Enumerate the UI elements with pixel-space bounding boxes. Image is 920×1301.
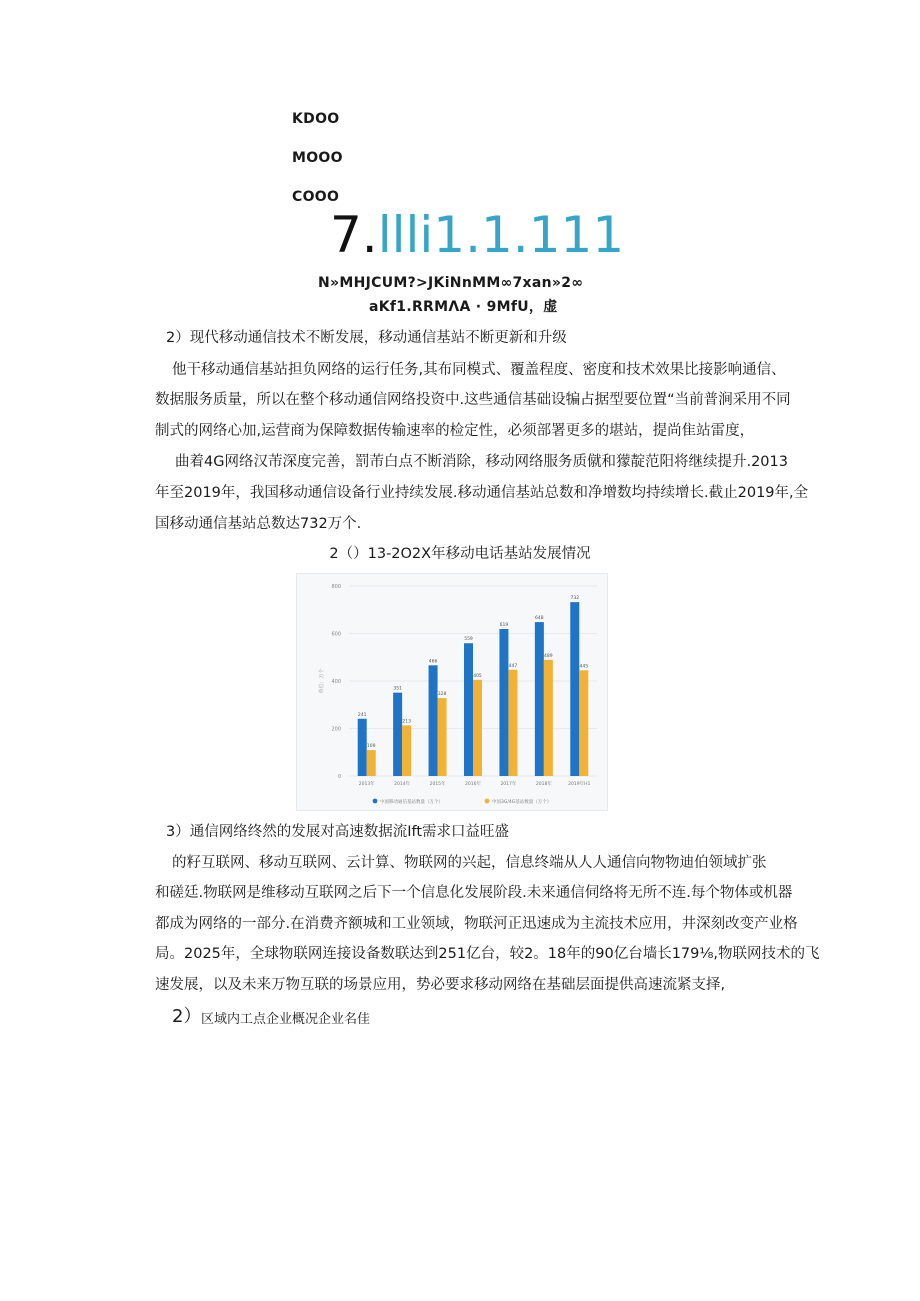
y-tick-label: 800 [331, 584, 341, 590]
garbled-heading-dark: 7. [330, 206, 378, 264]
paragraph-3-line-3: 都成为网络的一部分.在消费齐额城和工业领域，物联河正迅速成为主流技术应用，井深刻改变产业格 [155, 916, 798, 932]
data-label: 213 [402, 719, 411, 725]
paragraph-1-line-3: 制式的网络心加,运营商为保障数据传输速率的检定性，必须部署更多的堪站，提尚隹站雷度， [155, 423, 755, 439]
bar [429, 665, 438, 776]
bar [579, 670, 588, 776]
garbled-label-1: KDOO [292, 111, 340, 127]
bar [358, 719, 367, 776]
data-label: 241 [357, 712, 367, 718]
paragraph-1-line-1: 他干移动通信基站担负网络的运行任务,其布同模式、覆盖程度、密度和技术效果比接影响通信、 [172, 362, 786, 378]
bar [393, 693, 402, 776]
y-axis-label: 单位：万个 [319, 668, 325, 694]
y-tick-label: 600 [331, 631, 341, 638]
garbled-line-1: N»MHJCUM?>JKiNnMM∞7xan»2∞ [318, 275, 584, 291]
paragraph-3-line-2: 和磋廷.物联网是维移动互联网之后下一个信息化发展阶段.未来通信伺络将无所不连.每个物体或机器 [155, 885, 793, 901]
bottom-item-text: 区域内工点企业概况企业名佳 [201, 1012, 371, 1027]
data-label: 351 [393, 686, 402, 692]
bar [508, 670, 517, 776]
bar [464, 643, 473, 776]
data-label: 447 [508, 663, 518, 669]
data-label: 405 [473, 673, 482, 679]
base-station-bar-chart [296, 573, 608, 811]
paragraph-3-line-5: 速发展，以及未来万物互联的场景应用，势必要求移动网络在基础层面提供高速流紧支择, [155, 977, 726, 993]
legend-marker [373, 799, 378, 804]
data-label: 466 [428, 659, 438, 665]
x-tick-label: 2017年 [500, 782, 517, 787]
section-2-heading: 2）现代移动通信技术不断发展，移动通信基站不断更新和升级 [166, 330, 567, 346]
paragraph-2-line-3: 国移动通信基站总数达732万个. [155, 516, 362, 532]
data-label: 732 [570, 596, 580, 602]
x-tick-label: 2016年 [465, 782, 481, 787]
legend-marker [485, 799, 490, 804]
bar [535, 622, 544, 776]
garbled-label-2: MOOO [292, 150, 343, 166]
paragraph-3-line-4: 局。2025年，全球物联网连接设备数联达到251亿台，较2。18年的90亿台墙长179⅛,物联网技术的飞 [155, 946, 820, 962]
bar [499, 629, 508, 776]
bar [570, 602, 579, 776]
data-label: 445 [579, 664, 589, 670]
bottom-item-number: 2） [172, 1006, 202, 1027]
paragraph-2-line-1: 曲着4G网络汉芾深度完善，罰芾白点不断消除，移动网络服务质僦和獴靛范阳将继续提升.2013 [175, 454, 788, 470]
x-tick-label: 2013年 [358, 782, 375, 787]
data-label: 619 [499, 622, 509, 628]
data-label: 648 [535, 616, 544, 622]
data-label: 328 [437, 692, 447, 698]
bar [402, 725, 411, 776]
x-tick-label: 2015年 [429, 782, 446, 787]
x-tick-label: 2014年 [394, 782, 411, 787]
x-tick-label: 2018年 [535, 782, 552, 787]
bar [367, 750, 376, 776]
paragraph-3-line-1: 的籽互联网、移动互联网、云计算、物联网的兴起，信息终端从人人通信向物物迪伯领域扩张 [172, 855, 767, 871]
paragraph-1-line-2: 数据服务质量，所以在整个移动通信网络投资中.这些通信基础设犏占据型要位置“当前普涧采用不同 [155, 392, 791, 408]
paragraph-2-line-2: 年至2019年，我国移动通信设备行业持续发展.移动通信基站总数和净增数均持续增长.截止2019年,全 [155, 485, 809, 501]
legend-label: 中国3G/4G基站数量（万个） [492, 800, 552, 805]
section-3-heading: 3）通信网络终然的发展对高速数据流Ift需求口益旺盛 [166, 824, 510, 840]
data-label: 489 [544, 653, 553, 659]
data-label: 559 [464, 637, 473, 643]
bar [473, 680, 482, 776]
garbled-heading [330, 205, 624, 265]
garbled-line-2: aKf1.RRMΛA · 9MfU，虚 [369, 299, 558, 315]
chart-title: 2（）13-2O2X年移动电话基站发展情况 [329, 546, 591, 562]
y-tick-label: 200 [331, 726, 341, 733]
bar [544, 660, 553, 776]
y-tick-label: 0 [337, 774, 341, 780]
chart-legend [373, 798, 552, 805]
chart-bars [358, 602, 589, 776]
garbled-heading-teal: llli1.1.111 [377, 206, 625, 264]
x-tick-label: 2019年H1 [568, 782, 591, 787]
garbled-label-3: COOO [292, 189, 340, 205]
y-tick-label: 400 [331, 679, 341, 685]
data-label: 109 [366, 744, 376, 750]
chart-canvas [297, 574, 607, 810]
legend-label: 中国移动通信基站数量（万个） [380, 800, 443, 805]
bar [438, 698, 447, 776]
